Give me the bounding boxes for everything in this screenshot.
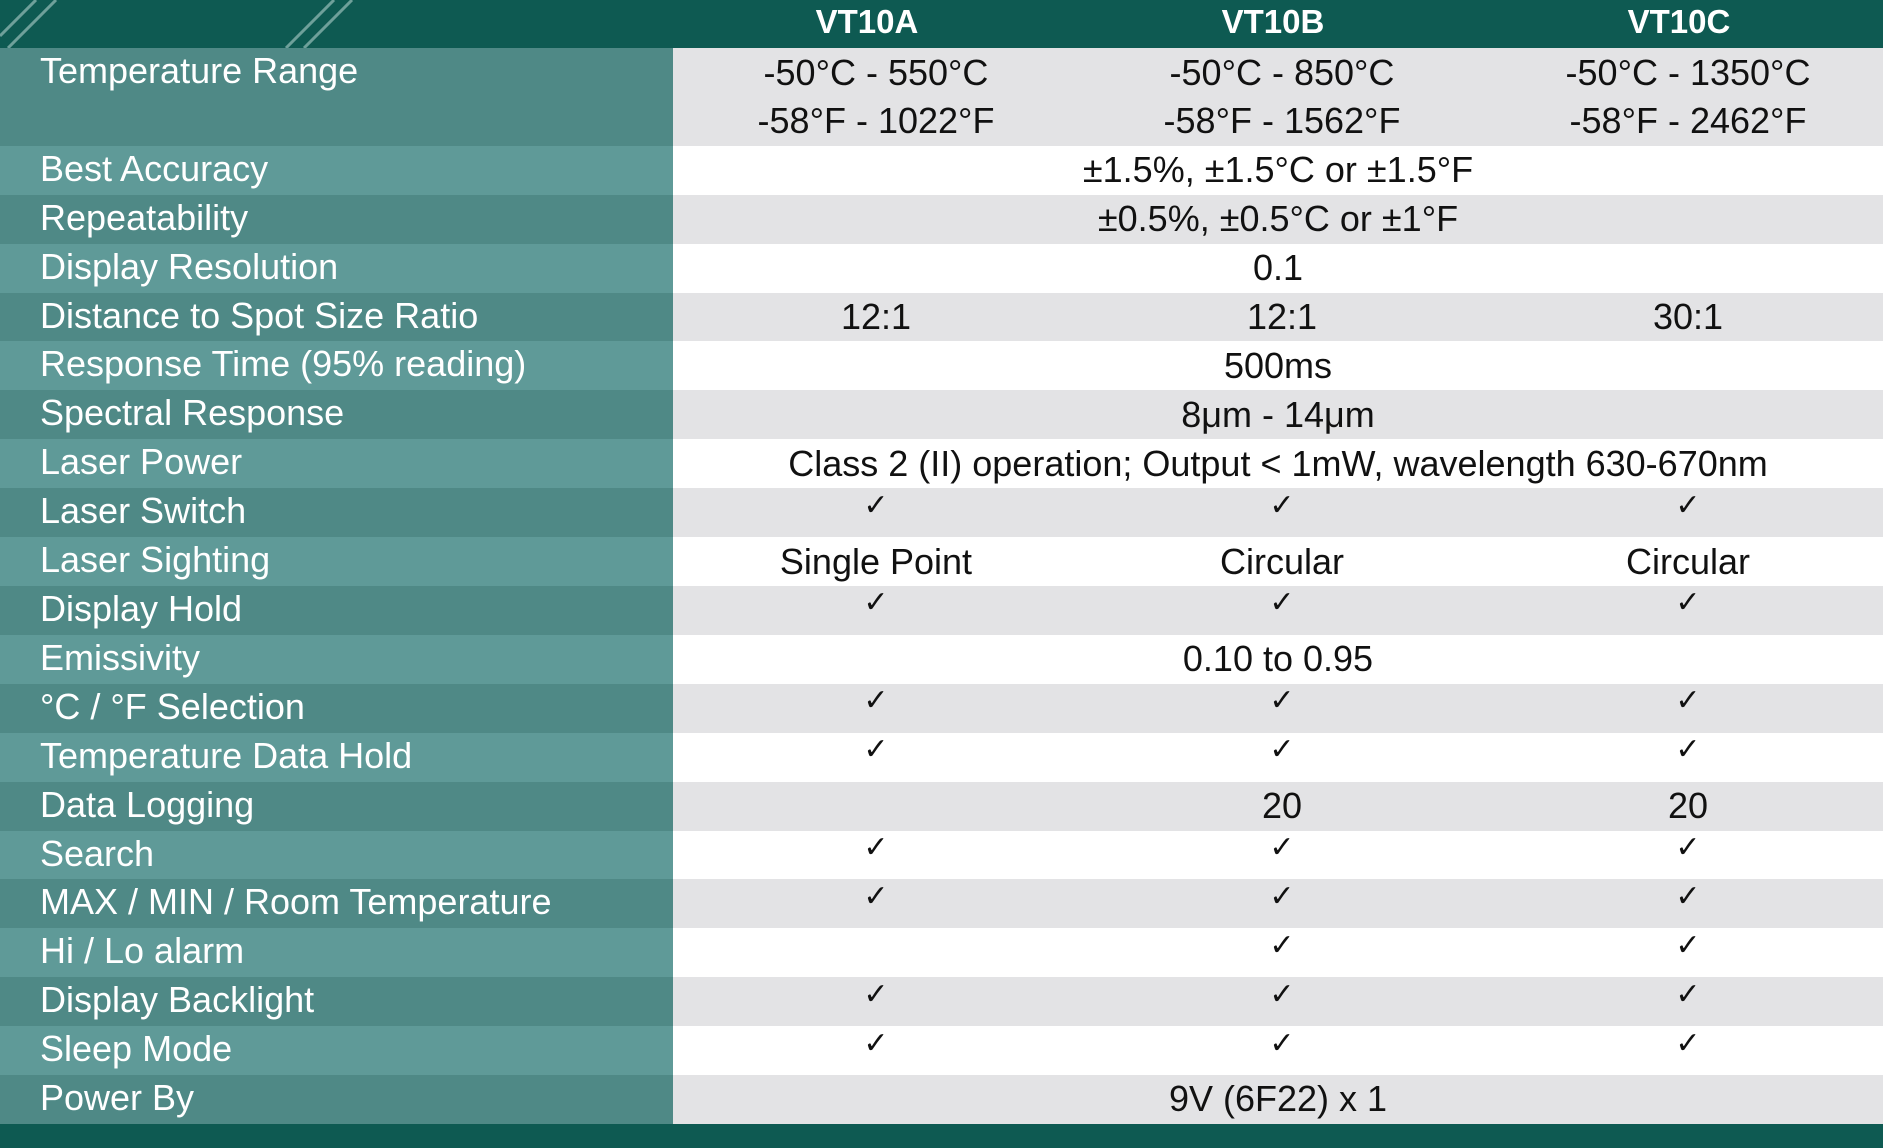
value-cell: 30:1 xyxy=(1652,295,1724,337)
row-label: Distance to Spot Size Ratio xyxy=(0,293,673,342)
model-header-vt10b: VT10B xyxy=(1221,3,1325,40)
value-cell xyxy=(1079,1026,1485,1075)
checkmark-icon: ✓ xyxy=(1269,683,1295,719)
checkmark-icon: ✓ xyxy=(1269,829,1295,865)
value-cell xyxy=(673,488,1079,537)
value-cell xyxy=(1485,488,1883,537)
row-label: Temperature Range xyxy=(0,48,673,146)
table-row xyxy=(0,341,1883,390)
value-cell xyxy=(1485,831,1883,880)
table-body xyxy=(0,48,1883,1124)
row-values xyxy=(673,146,1883,195)
row-label: Hi / Lo alarm xyxy=(0,928,673,977)
checkmark-icon: ✓ xyxy=(1675,976,1701,1012)
checkmark-icon: ✓ xyxy=(1675,683,1701,719)
table-row xyxy=(0,684,1883,733)
value-cell xyxy=(1485,977,1883,1026)
checkmark-icon: ✓ xyxy=(1675,487,1701,523)
row-label: Sleep Mode xyxy=(0,1026,673,1075)
row-values xyxy=(673,1026,1883,1075)
value-cell xyxy=(673,684,1079,733)
table-row xyxy=(0,879,1883,928)
row-label: Display Hold xyxy=(0,586,673,635)
spanning-value: 0.1 xyxy=(1252,247,1304,289)
value-line: -50°C - 850°C xyxy=(1169,51,1395,93)
row-values xyxy=(673,782,1883,831)
value-cell xyxy=(1079,977,1485,1026)
spanning-value: 500ms xyxy=(1223,344,1333,386)
value-cell xyxy=(1485,586,1883,635)
value-cell xyxy=(1079,733,1485,782)
spanning-value: ±0.5%, ±0.5°C or ±1°F xyxy=(1097,198,1459,240)
checkmark-icon: ✓ xyxy=(1269,1025,1295,1061)
table-row xyxy=(0,1075,1883,1124)
checkmark-icon: ✓ xyxy=(863,585,889,621)
value-cell xyxy=(673,928,1079,977)
table-row xyxy=(0,439,1883,488)
row-label: Spectral Response xyxy=(0,390,673,439)
row-values xyxy=(673,733,1883,782)
row-values xyxy=(673,928,1883,977)
row-label: Display Backlight xyxy=(0,977,673,1026)
value-line: -50°C - 1350°C xyxy=(1565,51,1811,93)
value-cell: Circular xyxy=(1219,540,1344,582)
value-cell xyxy=(1079,488,1485,537)
checkmark-icon: ✓ xyxy=(863,732,889,768)
value-cell xyxy=(1485,1026,1883,1075)
value-cell xyxy=(673,1026,1079,1075)
row-values xyxy=(673,244,1883,293)
value-cell xyxy=(1079,879,1485,928)
value-cell xyxy=(1485,733,1883,782)
value-cell: 12:1 xyxy=(840,295,912,337)
value-cell xyxy=(1485,684,1883,733)
checkmark-icon: ✓ xyxy=(1269,878,1295,914)
checkmark-icon: ✓ xyxy=(1269,487,1295,523)
spanning-value: Class 2 (II) operation; Output < 1mW, wavelength 630-670nm xyxy=(788,442,1768,484)
value-cell xyxy=(1079,586,1485,635)
row-values xyxy=(673,684,1883,733)
row-values xyxy=(673,635,1883,684)
row-label: Data Logging xyxy=(0,782,673,831)
table-row xyxy=(0,733,1883,782)
value-line: -58°F - 1562°F xyxy=(1163,99,1401,141)
row-label: Laser Sighting xyxy=(0,537,673,586)
row-values xyxy=(673,537,1883,586)
table-row xyxy=(0,782,1883,831)
checkmark-icon: ✓ xyxy=(863,487,889,523)
table-row xyxy=(0,244,1883,293)
value-cell xyxy=(1079,831,1485,880)
value-cell xyxy=(1079,684,1485,733)
row-label: Display Resolution xyxy=(0,244,673,293)
checkmark-icon: ✓ xyxy=(863,683,889,719)
value-cell: Single Point xyxy=(779,540,973,582)
value-cell xyxy=(673,586,1079,635)
value-cell xyxy=(1485,928,1883,977)
row-label: Laser Switch xyxy=(0,488,673,537)
value-cell: 20 xyxy=(1667,785,1709,827)
checkmark-icon: ✓ xyxy=(1675,878,1701,914)
table-header xyxy=(0,0,1883,48)
row-values xyxy=(673,831,1883,880)
row-values xyxy=(673,48,1883,146)
table-row xyxy=(0,146,1883,195)
row-values xyxy=(673,488,1883,537)
row-values xyxy=(673,195,1883,244)
table-row xyxy=(0,635,1883,684)
decorative-stripes xyxy=(0,0,380,48)
checkmark-icon: ✓ xyxy=(1269,927,1295,963)
checkmark-icon: ✓ xyxy=(1675,585,1701,621)
value-cell xyxy=(1079,928,1485,977)
table-row xyxy=(0,977,1883,1026)
value-cell xyxy=(673,879,1079,928)
row-values xyxy=(673,586,1883,635)
table-row xyxy=(0,928,1883,977)
model-header-vt10a: VT10A xyxy=(815,3,919,40)
value-line: -58°F - 2462°F xyxy=(1569,99,1807,141)
table-row xyxy=(0,293,1883,342)
value-cell: Circular xyxy=(1625,540,1750,582)
table-row xyxy=(0,488,1883,537)
table-row xyxy=(0,586,1883,635)
row-label: Response Time (95% reading) xyxy=(0,341,673,390)
row-label: Best Accuracy xyxy=(0,146,673,195)
value-cell xyxy=(1485,48,1883,146)
checkmark-icon: ✓ xyxy=(1675,732,1701,768)
row-values xyxy=(673,879,1883,928)
value-cell xyxy=(673,48,1079,146)
value-line: -58°F - 1022°F xyxy=(757,99,995,141)
table-row xyxy=(0,1026,1883,1075)
checkmark-icon: ✓ xyxy=(863,829,889,865)
row-values xyxy=(673,977,1883,1026)
row-label: Temperature Data Hold xyxy=(0,733,673,782)
row-values xyxy=(673,390,1883,439)
value-cell xyxy=(673,782,1079,831)
checkmark-icon: ✓ xyxy=(1675,1025,1701,1061)
table-row xyxy=(0,195,1883,244)
value-cell: 20 xyxy=(1261,785,1303,827)
spanning-value: 8μm - 14μm xyxy=(1181,393,1375,435)
checkmark-icon: ✓ xyxy=(1269,732,1295,768)
table-row xyxy=(0,48,1883,146)
checkmark-icon: ✓ xyxy=(863,1025,889,1061)
table-row xyxy=(0,390,1883,439)
value-cell xyxy=(673,977,1079,1026)
row-values xyxy=(673,341,1883,390)
value-cell xyxy=(1079,48,1485,146)
value-cell: 12:1 xyxy=(1246,295,1318,337)
value-line: -50°C - 550°C xyxy=(763,51,989,93)
checkmark-icon: ✓ xyxy=(1675,829,1701,865)
spanning-value: 0.10 to 0.95 xyxy=(1182,638,1374,680)
row-label: Repeatability xyxy=(0,195,673,244)
model-header-vt10c: VT10C xyxy=(1627,3,1731,40)
table-footer-bar xyxy=(0,1124,1883,1148)
value-cell xyxy=(673,831,1079,880)
checkmark-icon: ✓ xyxy=(863,976,889,1012)
checkmark-icon: ✓ xyxy=(1269,976,1295,1012)
row-label: °C / °F Selection xyxy=(0,684,673,733)
row-label: Laser Power xyxy=(0,439,673,488)
row-label: MAX / MIN / Room Temperature xyxy=(0,879,673,928)
row-label: Search xyxy=(0,831,673,880)
spanning-value: ±1.5%, ±1.5°C or ±1.5°F xyxy=(1082,149,1474,191)
row-values xyxy=(673,293,1883,342)
row-values xyxy=(673,439,1883,488)
row-label: Emissivity xyxy=(0,635,673,684)
value-cell xyxy=(1485,879,1883,928)
table-row xyxy=(0,831,1883,880)
spanning-value: 9V (6F22) x 1 xyxy=(1168,1078,1388,1120)
checkmark-icon: ✓ xyxy=(863,878,889,914)
checkmark-icon: ✓ xyxy=(1675,927,1701,963)
row-label: Power By xyxy=(0,1075,673,1124)
value-cell xyxy=(673,733,1079,782)
row-values xyxy=(673,1075,1883,1124)
table-row xyxy=(0,537,1883,586)
checkmark-icon: ✓ xyxy=(1269,585,1295,621)
